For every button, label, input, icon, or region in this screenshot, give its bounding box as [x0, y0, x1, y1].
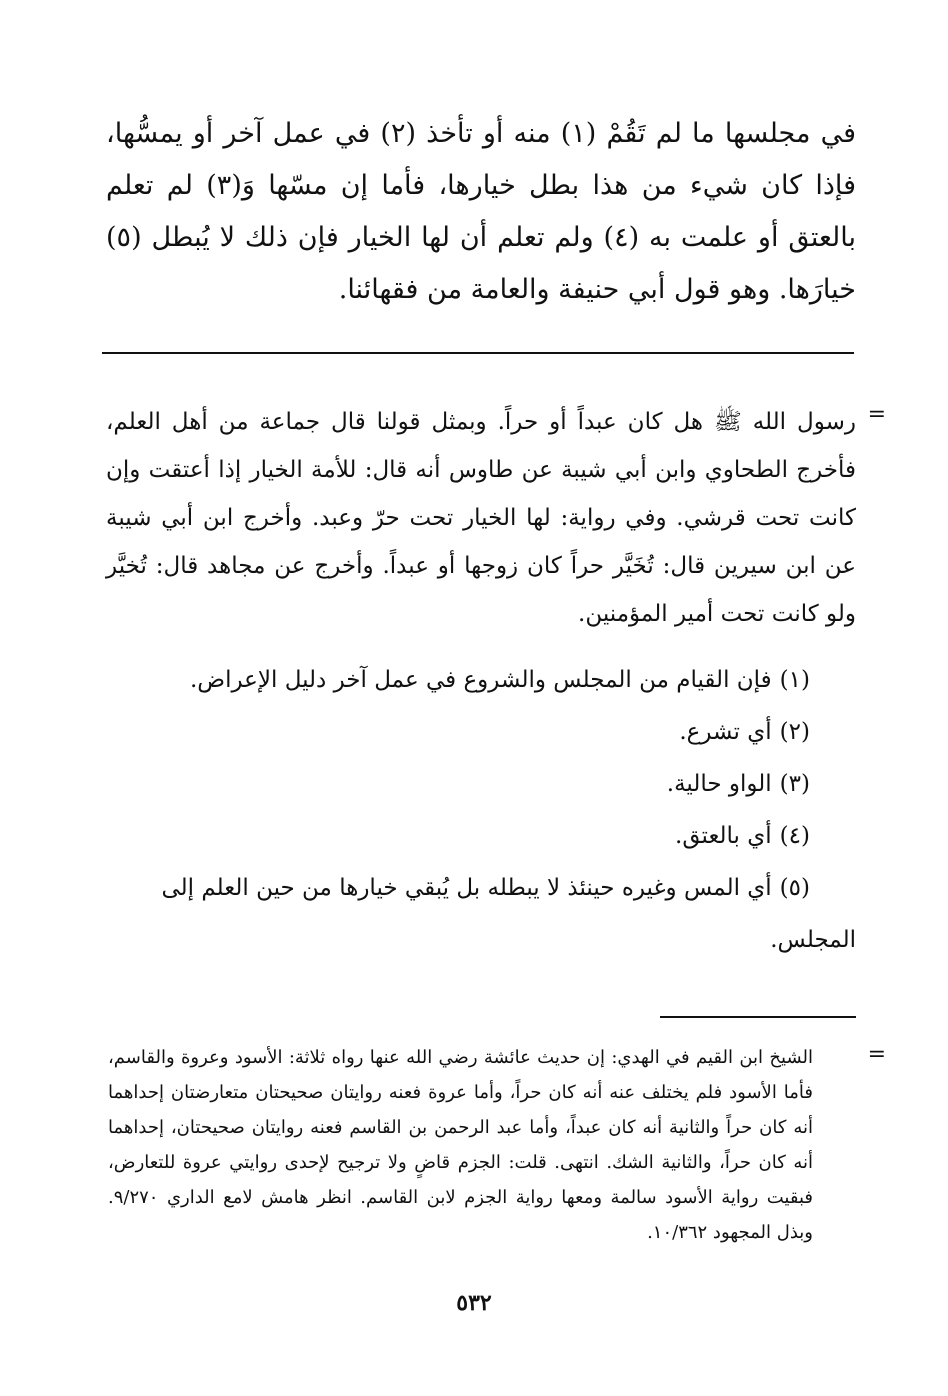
footnote-3: [106, 758, 856, 810]
footnote-text: الواو حالية.: [666, 771, 772, 797]
footnote-number: (٤): [779, 823, 810, 849]
page-number: ٥٣٢: [456, 1290, 492, 1316]
footnote-text: أي المس وغيره حينئذ لا يبطله بل يُبقي خيارها من حين العلم إلى: [161, 875, 772, 901]
footnote-number: (١): [779, 667, 810, 693]
main-paragraph: في مجلسها ما لم تَقُمْ (١) منه أو تأخذ (٢) في عمل آخر أو يمسُّها، فإذا كان شيء من هذا بطل خيارها، فأما إن مسّها وَ(٣) لم تعلم بالعتق أو علمت به (٤) ولم تعلم أن لها الخيار فإن ذلك لا يُبطل (٥) خيارَها. وهو قول أبي حنيفة والعامة من فقهائنا.: [106, 118, 857, 305]
footnote-5: [106, 862, 856, 966]
continuation-mark: =: [867, 402, 886, 427]
footnote-text: أي تشرع.: [679, 719, 772, 745]
footnote-number: (٥): [779, 875, 810, 901]
second-note-continuation: الشيخ ابن القيم في الهدي: إن حديث عائشة رضي الله عنها رواه ثلاثة: الأسود وعروة والقاسم، فأما الأسود فلم يختلف عنه أنه كان حراً، وأما عروة فعنه روايتان صحيحتان متعارضتان إحداهما أنه كان حراً والثانية أنه كان عبداً، وأما عبد الرحمن بن القاسم فعنه روايتان صحيحتان، إحداهما أنه كان حراً، والثانية الشك. انتهى. قلت: الجزم قاضٍ ولا ترجيح لإحدى روايتي عروة للتعارض، فبقيت رواية الأسود سالمة ومعها رواية الجزم لابن القاسم. انظر هامش لامع الداري ٩/٢٧٠. وبذل المجهود ١٠/٣٦٢.: [108, 1047, 813, 1243]
prior-note-continuation: رسول الله ﷺ هل كان عبداً أو حراً. وبمثل قولنا قال جماعة من أهل العلم، فأخرج الطحاوي وابن أبي شيبة عن طاوس أنه قال: للأمة الخيار إذا أعتقت وإن كانت تحت قرشي. وفي رواية: لها الخيار تحت حرّ وعبد. وأخرج ابن أبي شيبة عن ابن سيرين قال: تُخَيَّر حراً كان زوجها أو عبداً. وأخرج عن مجاهد قال: تُخيَّر ولو كانت تحت أمير المؤمنين.: [106, 409, 856, 627]
footnote-number: (٢): [779, 719, 810, 745]
footnote-text-continuation: المجلس.: [770, 927, 856, 953]
footnote-separator-short: [660, 1016, 856, 1018]
footnote-2: [106, 706, 856, 758]
footnote-4: [106, 810, 856, 862]
footnote-text: أي بالعتق.: [675, 823, 772, 849]
continuation-mark-2: =: [867, 1042, 886, 1067]
footnote-1: [106, 654, 856, 706]
footnote-number: (٣): [779, 771, 810, 797]
footnotes-list: [106, 654, 856, 966]
footnote-separator: [102, 352, 854, 354]
footnote-text: فإن القيام من المجلس والشروع في عمل آخر دليل الإعراض.: [189, 667, 772, 693]
